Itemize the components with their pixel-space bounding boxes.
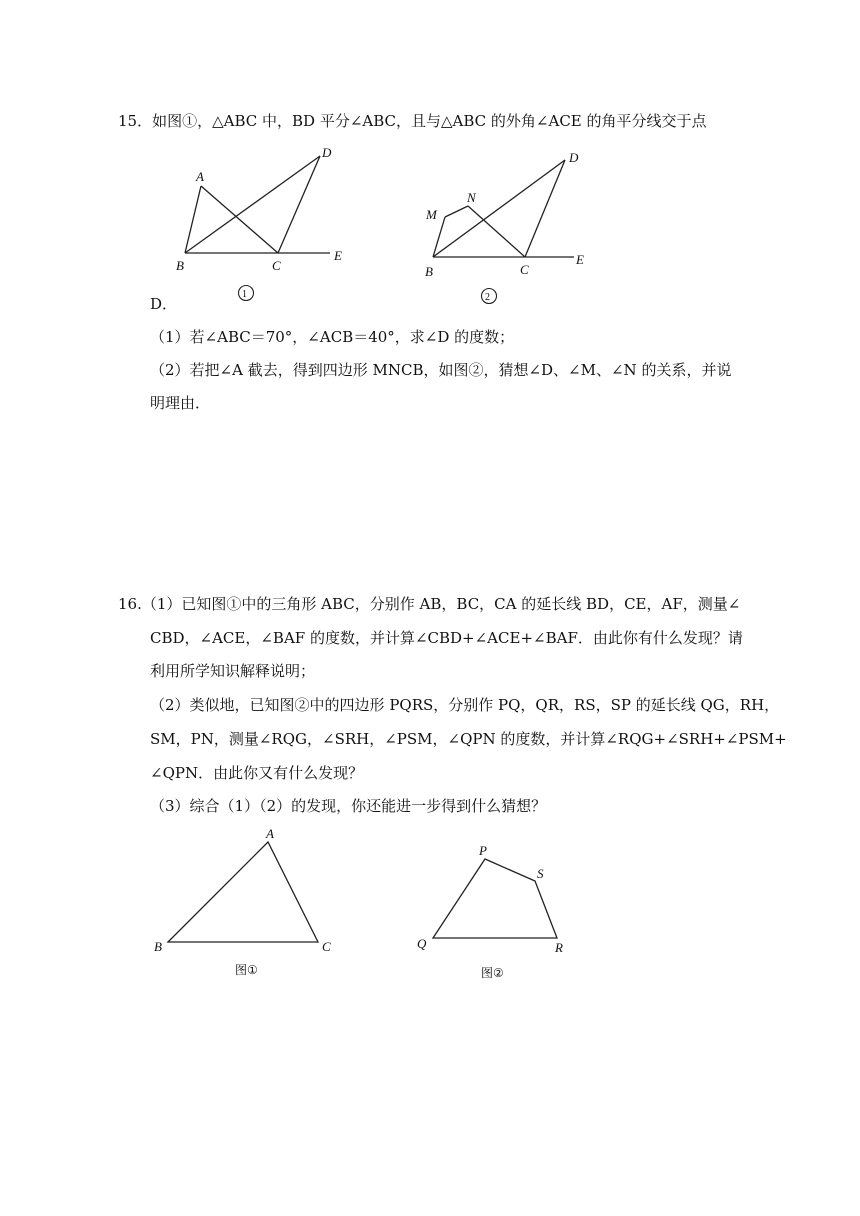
- q15-fig1-label-B: B: [176, 258, 184, 273]
- q15-fig2-label-B: B: [425, 264, 433, 279]
- q16-line-4: （2）类似地，已知图②中的四边形 PQRS，分别作 PQ，QR，RS，SP 的延长线 QG，RH，: [150, 696, 780, 714]
- q15-line-1: 15．如图①，△ABC 中，BD 平分∠ABC，且与△ABC 的外角∠ACE 的角平分线交于点: [118, 112, 707, 130]
- q15-fig1-caption: 1: [242, 289, 247, 300]
- q15-fig1-label-A: A: [196, 169, 204, 184]
- q16-line-2: CBD，∠ACE，∠BAF 的度数，并计算∠CBD+∠ACE+∠BAF．由此你有什么发现？请: [150, 629, 743, 647]
- q16-fig1-label-A: A: [266, 826, 274, 841]
- q15-fig2-label-M: M: [426, 207, 437, 222]
- q16-fig2-label-P: P: [479, 843, 487, 858]
- q16-triangle-ABC: [168, 842, 318, 942]
- q15-figure-1: [185, 156, 330, 253]
- q15-fig1-label-D: D: [322, 145, 332, 160]
- q15-fig1-label-E: E: [334, 248, 342, 263]
- line-NC: [468, 206, 525, 257]
- q15-fig2-label-C: C: [520, 262, 529, 277]
- q16-line-3: 利用所学知识解释说明；: [150, 662, 316, 680]
- q16-fig2-label-S: S: [537, 866, 544, 881]
- q15-figure-2: [433, 160, 574, 257]
- q16-fig2-label-Q: Q: [417, 936, 427, 951]
- q15-fig2-label-E: E: [576, 252, 584, 267]
- line-MN: [445, 206, 468, 217]
- q15-part-1: （1）若∠ABC＝70°，∠ACB＝40°，求∠D 的度数；: [150, 328, 515, 346]
- q16-figures: [0, 820, 860, 1000]
- q15-fig1-label-C: C: [272, 258, 281, 273]
- line-BD: [185, 156, 320, 253]
- q15-part-2b: 明理由．: [150, 394, 211, 412]
- q15-fig2-label-N: N: [467, 190, 476, 205]
- q15-fig2-label-D: D: [569, 150, 579, 165]
- line-AC: [201, 186, 278, 253]
- q15-line-2: D．: [150, 295, 178, 313]
- q16-fig1-label-B: B: [154, 939, 162, 954]
- q16-fig2-caption: 图②: [481, 966, 504, 980]
- q16-line-6: ∠QPN．由此你又有什么发现？: [150, 764, 364, 782]
- q15-fig2-caption: 2: [485, 292, 490, 303]
- line-BM: [433, 217, 445, 257]
- q16-line-7: （3）综合（1）（2）的发现，你还能进一步得到什么猜想？: [150, 797, 547, 815]
- q16-fig2-label-R: R: [555, 940, 563, 955]
- q16-fig1-label-C: C: [322, 939, 331, 954]
- q16-line-5: SM，PN，测量∠RQG，∠SRH，∠PSM，∠QPN 的度数，并计算∠RQG+∠SRH+∠PSM+: [150, 730, 787, 748]
- q15-figures: [0, 0, 860, 320]
- q15-part-2a: （2）若把∠A 截去，得到四边形 MNCB，如图②，猜想∠D、∠M、∠N 的关系，并说: [150, 361, 732, 379]
- q16-line-1: 16.（1）已知图①中的三角形 ABC，分别作 AB，BC，CA 的延长线 BD，CE，AF，测量∠: [118, 595, 741, 613]
- q16-fig1-caption: 图①: [235, 963, 258, 977]
